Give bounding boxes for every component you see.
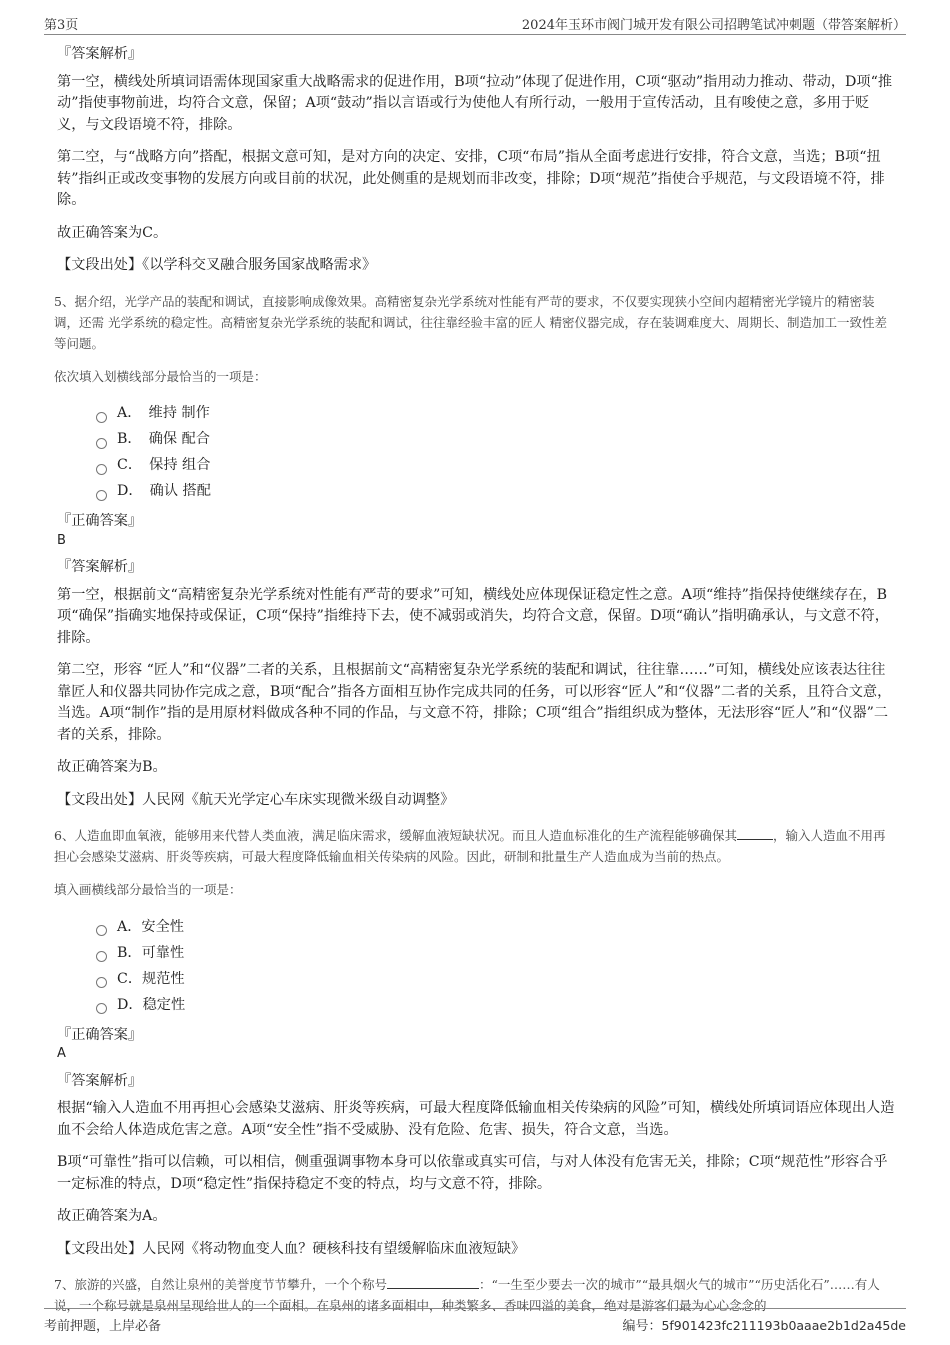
q6-stem-part-1: 6、人造血即血氧液，能够用来代替人类血液，满足临床需求，缓解血液短缺状况。而且人造血标准化的生产流程能够确保其 — [54, 828, 737, 843]
q5-instruction: 依次填入划横线部分最恰当的一项是： — [54, 368, 267, 384]
q5-option-d[interactable] — [96, 479, 895, 505]
option-label: C． 保持 组合 — [117, 457, 211, 474]
page-number: 第3页 — [44, 18, 79, 33]
q6-answer: A — [57, 1046, 66, 1061]
q4-analysis-1: 第一空，横线处所填词语需体现国家重大战略需求的促进作用，B项“拉动”体现了促进作用，C项“驱动”指用动力推动、带动，D项“推动”指使事物前进，均符合文意，保留；A项“鼓动”指以言语或行为使他人有所行动，一般用于宣传活动，且有唆使之意，多用于贬义，与文段语境不符，排除。 — [57, 73, 893, 133]
q7-stem-part-2: ：“一生至少要去一次的城市”“最具烟火气的城市”“历史活化石”……有人说，一个称号就是泉州呈现给世人的一个面相。在泉州的诸多面相中，种类繁多、香味四溢的美食，绝对是游客们最为心心念念的 — [54, 1277, 880, 1313]
q6-option-b[interactable] — [96, 941, 895, 967]
correct-answer-label: 『正确答案』 — [57, 1026, 143, 1043]
page-header — [44, 12, 906, 35]
q6-option-c[interactable] — [96, 967, 895, 993]
blank-line — [737, 827, 773, 840]
q4-conclusion: 故正确答案为C。 — [57, 224, 168, 241]
radio-icon[interactable] — [96, 951, 107, 962]
option-label: D．稳定性 — [117, 996, 186, 1013]
radio-icon[interactable] — [96, 412, 107, 423]
option-label: A．安全性 — [117, 918, 184, 935]
option-label: D． 确认 搭配 — [117, 483, 211, 500]
q5-conclusion: 故正确答案为B。 — [57, 759, 167, 775]
q6-source: 【文段出处】人民网《将动物血变人血？硬核科技有望缓解临床血液短缺》 — [57, 1240, 526, 1257]
footer-slogan: 考前押题，上岸必备 — [44, 1319, 162, 1334]
q7-stem-part-1: 7、旅游的兴盛，自然让泉州的美誉度节节攀升，一个个称号 — [54, 1277, 387, 1292]
answer-analysis-label: 『答案解析』 — [57, 1072, 143, 1089]
q5-option-a[interactable] — [96, 401, 895, 427]
radio-icon[interactable] — [96, 977, 107, 988]
q5-option-c[interactable] — [96, 453, 895, 479]
radio-icon[interactable] — [96, 464, 107, 475]
q6-stem — [54, 825, 895, 867]
q6-analysis-1: 根据“输入人造血不用再担心会感染艾滋病、肝炎等疾病，可最大程度降低输血相关传染病的风险”可知，横线处所填词语应体现出人造血不会给人体造成危害之意。A项“安全性”指不受威胁、没有危险、危害、损失，符合文意，当选。 — [57, 1100, 895, 1138]
document-id-value: 5f901423fc211193b0aaae2b1d2a45de — [661, 1318, 906, 1333]
option-label: C．规范性 — [117, 970, 185, 987]
page-footer — [44, 1308, 906, 1333]
q4-source: 【文段出处】《以学科交叉融合服务国家战略需求》 — [57, 257, 377, 273]
q5-analysis-2: 第二空，形容 “匠人”和“仪器”二者的关系，且根据前文“高精密复杂光学系统的装配和调试，往往靠……”可知，横线处应该表达往往靠匠人和仪器共同协作完成之意，B项“配合”指各方面相互协作完成共同的任务，可以形容“匠人”和“仪器”二者的关系，且符合文意，当选。A项“制作”指的是用原材料做成各种不同的作品，与文意不符，排除；C项“组合”指组织成为整体，无法形容“匠人”和“仪器”二者的关系，排除。 — [57, 662, 892, 743]
q4-analysis-2: 第二空，与“战略方向”搭配，根据文意可知，是对方向的决定、安排，C项“布局”指从全面考虑进行安排，符合文意，当选；B项“扭转”指纠正或改变事物的发展方向或目前的状况，此处侧重的是规划而非改变，排除；D项“规范”指使合乎规范，与文段语境不符，排除。 — [57, 149, 885, 208]
blank-line — [387, 1276, 479, 1289]
q6-stem-part-2: ，输入人造血不用再担心会感染艾滋病、肝炎等疾病，可最大程度降低输血相关传染病的风险。因此，研制和批量生产人造血成为当前的热点。 — [54, 828, 886, 864]
correct-answer-label: 『正确答案』 — [57, 513, 143, 529]
radio-icon[interactable] — [96, 925, 107, 936]
document-id-label: 编号： — [622, 1319, 662, 1334]
q5-options — [57, 401, 895, 505]
q5-analysis-1: 第一空，根据前文“高精密复杂光学系统对性能有严苛的要求”可知，横线处应体现保证稳定性之意。A项“维持”指保持使继续存在，B项“确保”指确实地保持或保证，C项“保持”指维持下去，使不减弱或消失，均符合文意，保留。D项“确认”指明确承认，与文意不符，排除。 — [57, 586, 889, 646]
answer-analysis-label: 『答案解析』 — [57, 559, 143, 575]
option-label: A． 维持 制作 — [117, 405, 210, 422]
q5-option-b[interactable] — [96, 427, 895, 453]
q5-stem: 5、据介绍，光学产品的装配和调试，直接影响成像效果。高精密复杂光学系统对性能有严苛的要求，不仅要实现狭小空间内超精密光学镜片的精密装调，还需 光学系统的稳定性。高精密复杂光学系统的装配和调试，往往靠经验丰富的匠人 精密仪器完成，存在装调难度大、周期长、制造加工一致性差等问题。 — [54, 293, 887, 351]
q5-answer: B — [57, 532, 66, 548]
document-body — [54, 44, 895, 1328]
q6-analysis-2: B项“可靠性”指可以信赖，可以相信，侧重强调事物本身可以依靠或真实可信，与对人体没有危害无关，排除；C项“规范性”形容合乎一定标准的特点，D项“稳定性”指保持稳定不变的特点，均与文意不符，排除。 — [57, 1154, 888, 1192]
q6-option-a[interactable] — [96, 915, 895, 941]
q6-options — [57, 915, 895, 1019]
q5-source: 【文段出处】人民网《航天光学定心车床实现微米级自动调整》 — [57, 791, 455, 808]
document-title: 2024年玉环市阀门城开发有限公司招聘笔试冲刺题（带答案解析） — [521, 18, 906, 33]
radio-icon[interactable] — [96, 438, 107, 449]
document-id — [622, 1315, 906, 1334]
q6-option-d[interactable] — [96, 993, 895, 1019]
q6-conclusion: 故正确答案为A。 — [57, 1208, 167, 1224]
q6-instruction: 填入画横线部分最恰当的一项是： — [54, 882, 242, 897]
option-label: B． 确保 配合 — [117, 431, 210, 448]
option-label: B．可靠性 — [117, 944, 185, 961]
answer-analysis-label: 『答案解析』 — [57, 46, 143, 62]
radio-icon[interactable] — [96, 490, 107, 501]
radio-icon[interactable] — [96, 1003, 107, 1014]
